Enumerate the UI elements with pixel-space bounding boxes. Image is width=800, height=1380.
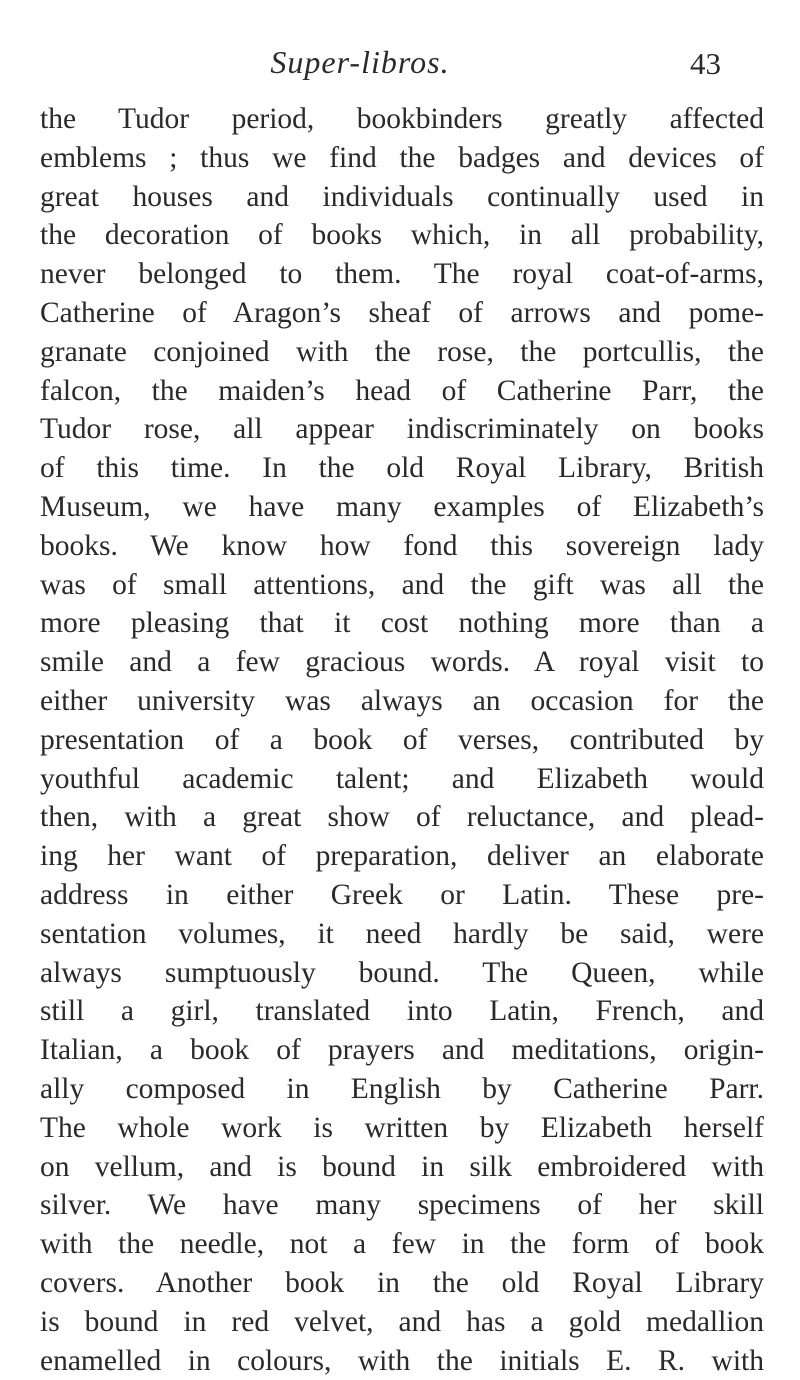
text-line: youthful academic talent; and Elizabeth would: [40, 760, 764, 799]
text-line: of this time. In the old Royal Library, British: [40, 449, 764, 488]
text-line: the Tudor period, bookbinders greatly affected: [40, 100, 764, 139]
body-text: [40, 100, 764, 1380]
text-line: Tudor rose, all appear indiscriminately on books: [40, 410, 764, 449]
text-line: address in either Greek or Latin. These pre-: [40, 876, 764, 915]
text-line: ally composed in English by Catherine Parr.: [40, 1070, 764, 1109]
text-line: Museum, we have many examples of Elizabeth’s: [40, 488, 764, 527]
text-line: always sumptuously bound. The Queen, while: [40, 954, 764, 993]
text-line: great houses and individuals continually used in: [40, 178, 764, 217]
text-line: still a girl, translated into Latin, French, and: [40, 992, 764, 1031]
text-line: then, with a great show of reluctance, and plead-: [40, 798, 764, 837]
text-line: falcon, the maiden’s head of Catherine Parr, the: [40, 372, 764, 411]
text-line: never belonged to them. The royal coat-of-arms,: [40, 255, 764, 294]
page-header: [0, 44, 800, 94]
running-title: Super-libros.: [0, 44, 720, 81]
page-number: 43: [690, 46, 721, 82]
text-line: with the needle, not a few in the form of book: [40, 1225, 764, 1264]
text-line: emblems ; thus we find the badges and devices of: [40, 139, 764, 178]
text-line: Italian, a book of prayers and meditations, origin-: [40, 1031, 764, 1070]
text-line: is bound in red velvet, and has a gold medallion: [40, 1303, 764, 1342]
text-line: smile and a few gracious words. A royal visit to: [40, 643, 764, 682]
text-line: granate conjoined with the rose, the portcullis, the: [40, 333, 764, 372]
text-line: Catherine of Aragon’s sheaf of arrows and pome-: [40, 294, 764, 333]
text-line: covers. Another book in the old Royal Library: [40, 1264, 764, 1303]
text-line: ing her want of preparation, deliver an elaborate: [40, 837, 764, 876]
text-line: books. We know how fond this sovereign lady: [40, 527, 764, 566]
text-line: The whole work is written by Elizabeth herself: [40, 1109, 764, 1148]
text-line: enamelled in colours, with the initials E. R. with: [40, 1342, 764, 1380]
text-line: more pleasing that it cost nothing more than a: [40, 604, 764, 643]
text-line: was of small attentions, and the gift was all the: [40, 566, 764, 605]
text-line: the decoration of books which, in all probability,: [40, 216, 764, 255]
text-line: sentation volumes, it need hardly be said, were: [40, 915, 764, 954]
text-line: presentation of a book of verses, contributed by: [40, 721, 764, 760]
text-line: either university was always an occasion for the: [40, 682, 764, 721]
text-line: on vellum, and is bound in silk embroidered with: [40, 1148, 764, 1187]
text-line: silver. We have many specimens of her skill: [40, 1186, 764, 1225]
